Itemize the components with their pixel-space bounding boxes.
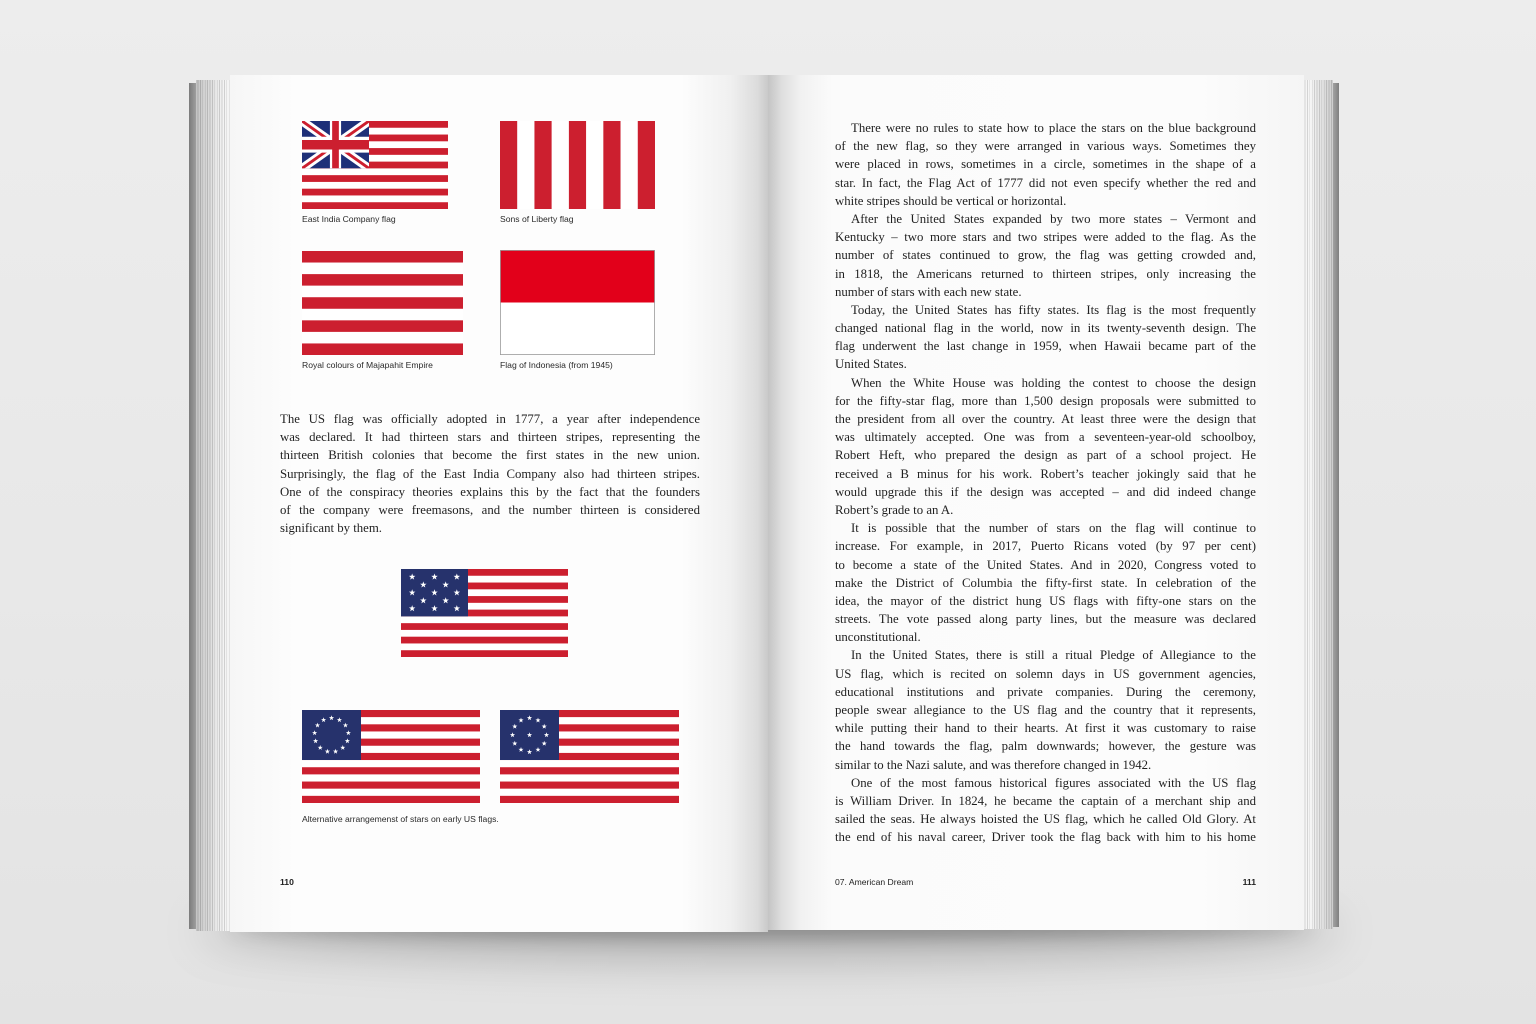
- text-line: flag underwent the last change in 1959, when Hawaii became part of the: [835, 339, 1256, 354]
- text-line: One of the conspiracy theories explains this by the fact that the founders: [280, 484, 700, 499]
- text-line: similar to the Nazi salute, and was therefore changed in 1942.: [835, 757, 1152, 772]
- text-line: was declared. It had thirteen stars and thirteen stripes, representing the: [280, 430, 700, 445]
- white-stripe: [621, 121, 638, 209]
- white-stripe: [302, 168, 448, 175]
- sons-of-liberty-flag: [500, 121, 655, 209]
- white-stripe: [401, 616, 568, 623]
- text-line: increase. For example, in 2017, Puerto Ricans voted (by 97 per cent): [835, 539, 1256, 554]
- paragraph: [835, 210, 1256, 301]
- red-stripe: [302, 189, 448, 196]
- star-canton: [401, 569, 468, 616]
- star-canton: [302, 710, 361, 760]
- text-line: received a B minus for his work. Robert’s teacher jokingly said that he: [835, 466, 1256, 481]
- red-stripe: [302, 796, 480, 803]
- white-stripe: [302, 286, 463, 298]
- twelve-star-circle-center-flag: [500, 710, 679, 803]
- star-canton: [500, 710, 559, 760]
- red-stripe: [401, 637, 568, 644]
- text-line: is William Driver. In 1824, he became the captain of a merchant ship and: [835, 793, 1256, 808]
- text-line: Robert Heft, who prepared the design as part of a school project. He: [835, 448, 1256, 463]
- white-stripe: [302, 182, 448, 189]
- red-stripe: [401, 623, 568, 630]
- text-line: It is possible that the number of stars on the flag will continue to: [851, 521, 1256, 536]
- text-line: for the fifty-star flag, more than 1,500 design proposals were submitted to: [835, 393, 1256, 408]
- text-line: of the company were freemasons, and the number thirteen is considered: [280, 502, 700, 517]
- page-number-right: 111: [1242, 877, 1256, 887]
- text-line: while putting their hand to their hearts. At first it was customary to raise: [835, 721, 1256, 736]
- text-line: thirteen British colonies that become the first states in the new union.: [280, 448, 700, 463]
- red-stripe: [302, 274, 463, 286]
- text-line: United States.: [835, 357, 907, 372]
- paragraph: [835, 519, 1256, 646]
- red-stripe: [500, 121, 517, 209]
- paragraph: [835, 301, 1256, 374]
- text-line: make the District of Columbia the fifty-first state. In celebration of the: [835, 575, 1256, 590]
- red-stripe: [500, 796, 679, 803]
- text-line: the end of his naval career, Driver took the flag back with him to his home: [835, 830, 1256, 845]
- red-stripe: [500, 782, 679, 789]
- white-stripe: [302, 332, 463, 344]
- red-stripe: [638, 121, 655, 209]
- red-stripe: [302, 175, 448, 182]
- text-line: Today, the United States has fifty states. Its flag is the most frequently: [851, 302, 1256, 317]
- caption-majapahit-flag: Royal colours of Majapahit Empire: [302, 360, 433, 370]
- text-line: streets. The vote passed along party lines, but the measure was declared: [835, 612, 1256, 627]
- text-line: Robert’s grade to an A.: [835, 502, 954, 517]
- text-line: unconstitutional.: [835, 630, 921, 645]
- white-stripe: [500, 760, 679, 767]
- white-stripe: [552, 121, 569, 209]
- caption-east-india-flag: East India Company flag: [302, 214, 396, 224]
- red-stripe: [302, 251, 463, 263]
- text-line: star. In fact, the Flag Act of 1777 did not even specify whether the red and: [835, 175, 1256, 190]
- text-line: number of states continued to grow, the flag was getting crowded and,: [835, 248, 1256, 263]
- red-stripe: [302, 782, 480, 789]
- text-line: to become a state of the United States. And in 2020, Congress voted to: [835, 557, 1256, 572]
- text-line: of the new flag, so they were arranged in various ways. Sometimes they: [835, 139, 1256, 154]
- flag-stripes: [500, 121, 655, 209]
- red-stripe: [534, 121, 551, 209]
- left-page-body-text: [280, 410, 700, 537]
- red-stripe: [302, 297, 463, 309]
- red-stripe: [302, 343, 463, 355]
- thirteen-star-flag-rows: [401, 569, 568, 657]
- text-line: sailed the seas. He always hoisted the US flag, which he called Old Glory. At: [835, 812, 1256, 827]
- east-india-company-flag: [302, 121, 448, 209]
- red-band: [500, 250, 655, 303]
- paragraph: [835, 646, 1256, 773]
- text-line: the president from all over the country. At least three were the design that: [835, 412, 1256, 426]
- white-stripe: [500, 789, 679, 796]
- paragraph: [835, 119, 1256, 210]
- text-line: was ultimately accepted. One was from a seventeen-year-old schoolboy,: [835, 430, 1256, 445]
- white-stripe: [302, 774, 480, 781]
- text-line: the hand towards the flag, palm downwards; however, the gesture was: [835, 739, 1256, 754]
- union-jack-canton: [302, 121, 369, 168]
- text-line: In the United States, there is still a ritual Pledge of Allegiance to the: [851, 648, 1256, 663]
- text-line: significant by them.: [280, 521, 383, 536]
- paragraph: [835, 374, 1256, 520]
- red-stripe: [569, 121, 586, 209]
- caption-early-us-flags: Alternative arrangemenst of stars on early US flags.: [302, 814, 499, 824]
- text-line: changed national flag in the world, now in its twenty-seventh design. The: [835, 321, 1256, 336]
- red-stripe: [500, 767, 679, 774]
- red-stripe: [302, 202, 448, 209]
- majapahit-royal-colours-flag: [302, 251, 463, 355]
- text-line: educational institutions and private companies. During the ceremony,: [835, 684, 1256, 699]
- text-line: When the White House was holding the contest to choose the design: [851, 375, 1256, 390]
- paragraph: [280, 410, 700, 537]
- right-page-body-text: [835, 119, 1256, 847]
- white-stripe: [302, 263, 463, 275]
- white-stripe: [517, 121, 534, 209]
- page-stack-left: [196, 80, 232, 931]
- text-line: Kentucky – two more stars and two stripes were added to the flag. As the: [835, 230, 1256, 245]
- text-line: US flag, which is recited on solemn days in US government agencies,: [835, 666, 1256, 681]
- red-stripe: [302, 320, 463, 332]
- text-line: people swear allegiance to the US flag and the country that it represents,: [835, 703, 1256, 717]
- red-stripe: [302, 767, 480, 774]
- text-line: idea, the mayor of the district hung US flags with fifty-one stars on the: [835, 593, 1256, 608]
- running-title: 07. American Dream: [835, 877, 914, 887]
- text-line: were placed in rows, sometimes in a circle, sometimes in the shape of a: [835, 157, 1256, 172]
- text-line: The US flag was officially adopted in 1777, a year after independence: [280, 412, 700, 426]
- text-line: Surprisingly, the flag of the East India Company also had thirteen stripes.: [280, 466, 700, 481]
- page-number-left: 110: [280, 877, 294, 887]
- white-band: [500, 303, 655, 356]
- white-stripe: [401, 643, 568, 650]
- red-stripe: [401, 650, 568, 657]
- text-line: would upgrade this if the design was accepted – and did indeed change: [835, 484, 1256, 499]
- white-stripe: [302, 789, 480, 796]
- text-line: number of stars with each new state.: [835, 284, 1022, 299]
- indonesia-flag: [500, 250, 655, 355]
- text-line: After the United States expanded by two more states – Vermont and: [851, 211, 1256, 226]
- text-line: white stripes should be vertical or horizontal.: [835, 193, 1067, 208]
- white-stripe: [302, 309, 463, 321]
- book-cover-edge-right: [1332, 83, 1339, 927]
- text-line: One of the most famous historical figures associated with the US flag: [851, 775, 1256, 790]
- white-stripe: [586, 121, 603, 209]
- caption-indonesia-flag: Flag of Indonesia (from 1945): [500, 360, 613, 370]
- text-line: There were no rules to state how to place the stars on the blue background: [851, 121, 1256, 135]
- paragraph: [835, 774, 1256, 847]
- white-stripe: [302, 760, 480, 767]
- thirteen-star-circle-flag: [302, 710, 480, 803]
- flag-stripes: [302, 251, 463, 355]
- red-stripe: [603, 121, 620, 209]
- text-line: in 1818, the Americans returned to thirteen stripes, only increasing the: [835, 266, 1256, 281]
- caption-sons-of-liberty-flag: Sons of Liberty flag: [500, 214, 574, 224]
- white-stripe: [500, 774, 679, 781]
- white-stripe: [401, 630, 568, 637]
- page-stack-right: [1303, 80, 1333, 929]
- white-stripe: [302, 195, 448, 202]
